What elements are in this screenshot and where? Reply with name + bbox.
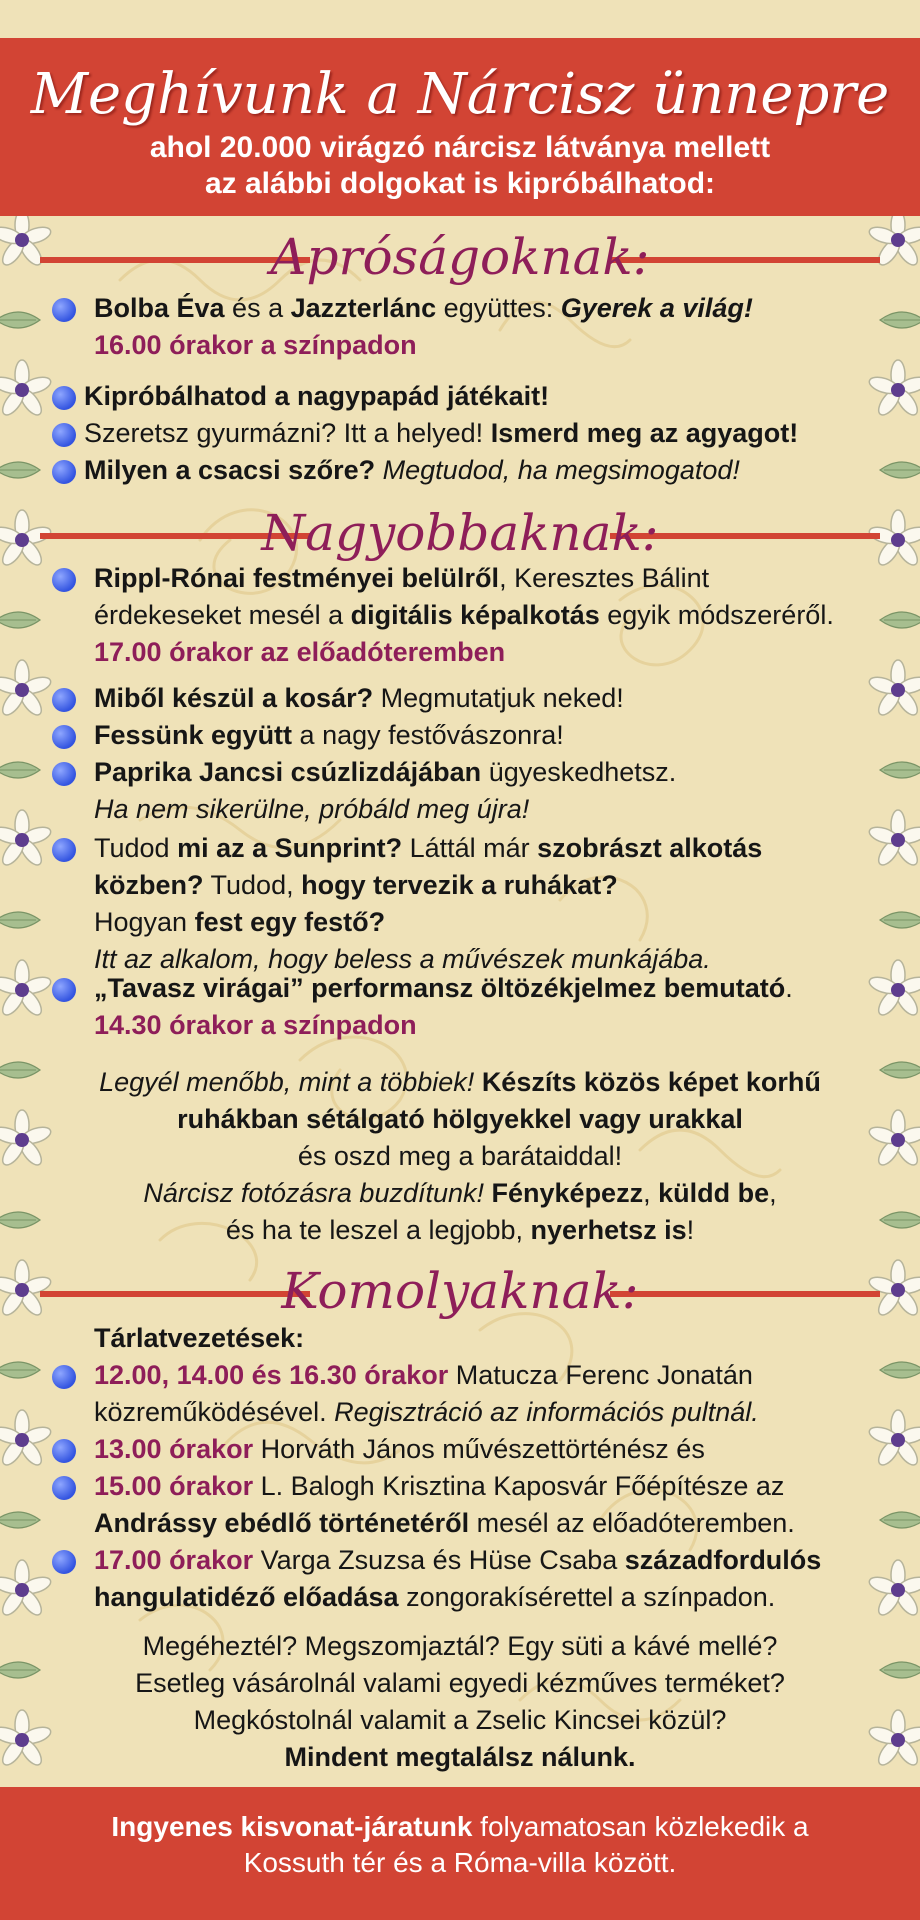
text: Miből készül a kosár? xyxy=(94,683,374,713)
program-item xyxy=(94,560,864,671)
text: Fényképezz xyxy=(491,1178,644,1208)
bullet-icon xyxy=(52,688,76,712)
time-info: 12.00, 14.00 és 16.30 órakor xyxy=(94,1360,449,1390)
list-item: Milyen a csacsi szőre? xyxy=(84,455,376,485)
section-title: Apróságoknak: xyxy=(270,228,650,286)
text: Ingyenes kisvonat-járatunk xyxy=(111,1811,473,1842)
text: Esetleg vásárolnál valami egyedi kézműves terméket? xyxy=(135,1668,785,1698)
section-title: Nagyobbaknak: xyxy=(261,504,659,562)
text: Paprika Jancsi csúzlizdájában xyxy=(94,757,482,787)
text: nyerhetsz is xyxy=(530,1215,687,1245)
text: Tudod xyxy=(94,833,178,863)
text: Hogyan xyxy=(94,907,195,937)
text: , xyxy=(643,1178,659,1208)
list-item: Szeretsz gyurmázni? Itt a helyed! xyxy=(84,418,491,448)
text: századfordulós xyxy=(624,1545,822,1575)
bullet-icon xyxy=(52,762,76,786)
list-item-emphasis: Ismerd meg az agyagot! xyxy=(490,418,799,448)
text: Kossuth tér és a Róma-villa között. xyxy=(243,1847,677,1878)
program-item xyxy=(94,970,864,1044)
text: zongorakísérettel a színpadon. xyxy=(398,1582,776,1612)
page-title: Meghívunk a Nárcisz ünnepre xyxy=(30,62,890,127)
text: és a xyxy=(224,293,291,323)
text: L. Balogh Krisztina Kaposvár Főépítésze az xyxy=(253,1471,785,1501)
time-info: 14.30 órakor a színpadon xyxy=(94,1010,417,1040)
text: folyamatosan közlekedik a xyxy=(472,1811,809,1842)
text: ügyeskedhetsz. xyxy=(481,757,677,787)
text: közreműködésével. xyxy=(94,1397,335,1427)
text: Regisztráció az információs pultnál. xyxy=(334,1397,759,1427)
text: Láttál már xyxy=(402,833,538,863)
text: küldd be xyxy=(658,1178,770,1208)
bullet-icon xyxy=(52,838,76,862)
text: , xyxy=(769,1178,777,1208)
bullet-icon xyxy=(52,978,76,1002)
bullet-icon xyxy=(52,725,76,749)
text: Mindent megtalálsz nálunk. xyxy=(284,1742,636,1772)
text: Matucza Ferenc Jonatán xyxy=(448,1360,753,1390)
food-shopping-info xyxy=(40,1628,880,1776)
text: mesél az előadóteremben. xyxy=(469,1508,795,1538)
text: Ha nem sikerülne, próbáld meg újra! xyxy=(94,794,530,824)
text: hangulatidéző előadása xyxy=(94,1582,399,1612)
bullet-icon xyxy=(52,298,76,322)
text: a nagy festővászonra! xyxy=(292,720,564,750)
text: Tudod, xyxy=(203,870,302,900)
text: és oszd meg a barátaiddal! xyxy=(297,1141,623,1171)
text: digitális képalkotás xyxy=(350,600,600,630)
program-list xyxy=(84,378,854,489)
guided-tours xyxy=(94,1320,864,1616)
text: Nárcisz fotózásra buzdítunk! xyxy=(143,1178,492,1208)
text: , Keresztes Bálint xyxy=(499,563,710,593)
bullet-icon xyxy=(52,1439,76,1463)
section-heading-adults xyxy=(0,1258,920,1328)
text: és ha te leszel a legjobb, xyxy=(225,1215,531,1245)
text: Itt az alkalom, hogy beless a művészek munkájába. xyxy=(94,944,711,974)
program-item xyxy=(94,290,864,364)
text: Horváth János művészettörténész és xyxy=(253,1434,705,1464)
photo-contest-info xyxy=(40,1064,880,1249)
text: együttes: xyxy=(436,293,561,323)
text: Varga Zsuzsa és Hüse Csaba xyxy=(253,1545,625,1575)
text: hogy tervezik a ruhákat? xyxy=(301,870,618,900)
text: fest egy festő? xyxy=(194,907,386,937)
text: mi az a Sunprint? xyxy=(177,833,403,863)
text: ruhákban sétálgató hölgyekkel vagy urakkal xyxy=(177,1104,743,1134)
text: Készíts közös képet korhű xyxy=(481,1067,821,1097)
program-item xyxy=(94,830,864,978)
text: Andrássy ebédlő történetéről xyxy=(94,1508,470,1538)
text: „Tavasz virágai” performansz öltözékjelmez bemutató xyxy=(94,973,786,1003)
text: szobrászt alkotás xyxy=(537,833,763,863)
text: Megéheztél? Megszomjaztál? Egy süti a kávé mellé? xyxy=(142,1631,778,1661)
header-banner xyxy=(0,38,920,216)
subheading: Tárlatvezetések: xyxy=(94,1323,305,1353)
text: Fessünk együtt xyxy=(94,720,293,750)
performer-name: Bolba Éva xyxy=(94,293,225,323)
bullet-icon xyxy=(52,568,76,592)
text: érdekeseket mesél a xyxy=(94,600,351,630)
band-name: Jazzterlánc xyxy=(290,293,437,323)
bullet-icon xyxy=(52,1476,76,1500)
text: Megmutatjuk neked! xyxy=(373,683,624,713)
show-title: Gyerek a világ! xyxy=(560,293,753,323)
time-info: 17.00 órakor xyxy=(94,1545,254,1575)
text: közben? xyxy=(94,870,204,900)
bullet-icon xyxy=(52,423,76,447)
header-subtitle-1: ahol 20.000 virágzó nárcisz látványa mellett xyxy=(149,131,771,164)
bullet-icon xyxy=(52,386,76,410)
time-info: 15.00 órakor xyxy=(94,1471,254,1501)
text: Megkóstolnál valamit a Zselic Kincsei közül? xyxy=(193,1705,727,1735)
bullet-icon xyxy=(52,460,76,484)
text: Rippl-Rónai festményei belülről xyxy=(94,563,500,593)
time-info: 17.00 órakor az előadóteremben xyxy=(94,637,506,667)
section-heading-small-kids xyxy=(0,224,920,294)
list-item-note: Megtudod, ha megsimogatod! xyxy=(375,455,740,485)
list-item: Kipróbálhatod a nagypapád játékait! xyxy=(84,381,550,411)
section-title: Komolyaknak: xyxy=(281,1262,639,1320)
text: . xyxy=(785,973,793,1003)
text: Legyél menőbb, mint a többiek! xyxy=(99,1067,482,1097)
header-subtitle-2: az alábbi dolgokat is kipróbálhatod: xyxy=(204,167,716,200)
bullet-icon xyxy=(52,1550,76,1574)
text: ! xyxy=(686,1215,695,1245)
bullet-icon xyxy=(52,1365,76,1389)
time-info: 13.00 órakor xyxy=(94,1434,254,1464)
program-list xyxy=(94,680,864,828)
text: egyik módszeréről. xyxy=(599,600,834,630)
footer-banner xyxy=(0,1787,920,1920)
time-info: 16.00 órakor a színpadon xyxy=(94,330,417,360)
